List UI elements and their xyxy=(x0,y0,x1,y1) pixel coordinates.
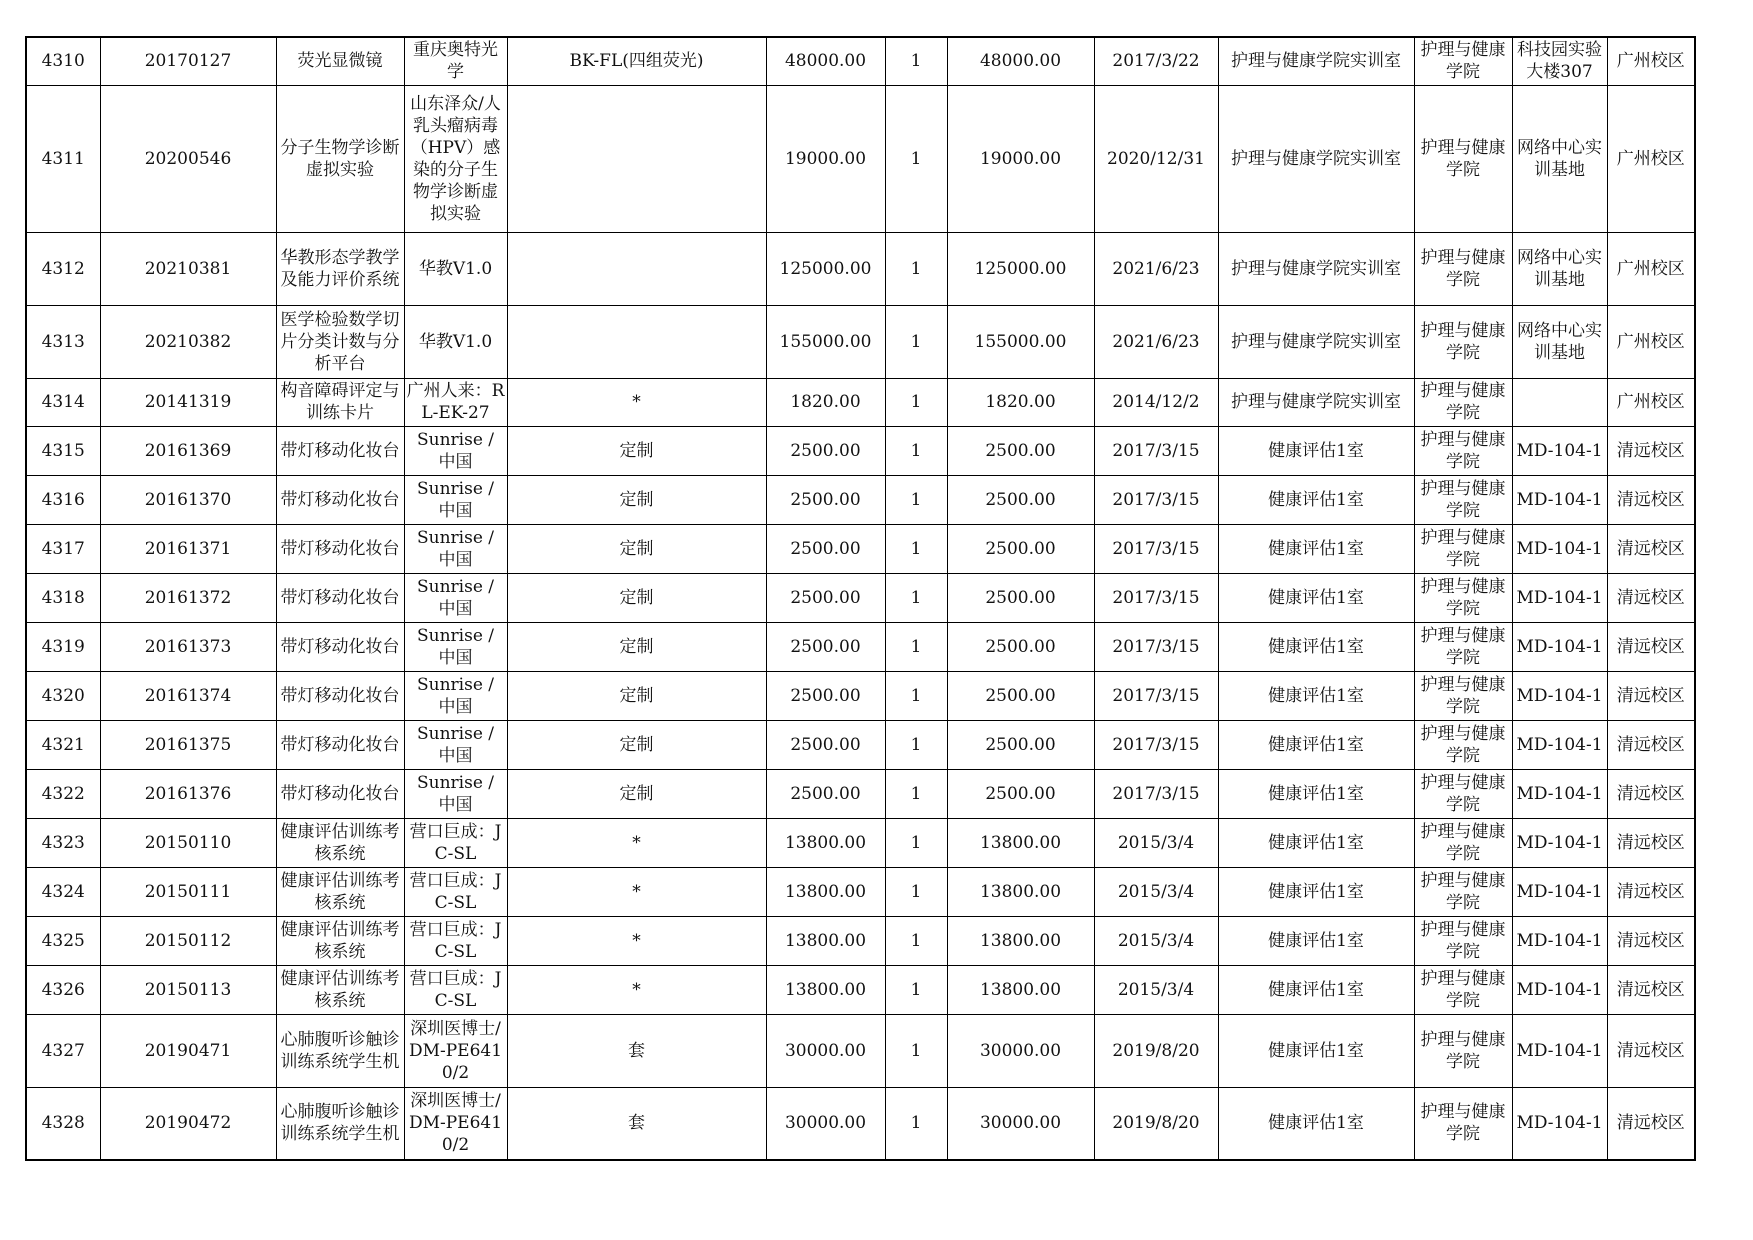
quantity-cell: 1 xyxy=(885,622,947,671)
location-cell: MD-104-1 xyxy=(1512,965,1607,1014)
asset-name-cell: 带灯移动化妆台 xyxy=(276,573,404,622)
department-cell: 健康评估1室 xyxy=(1218,916,1414,965)
table-row xyxy=(26,305,1695,378)
asset-name-cell: 心肺腹听诊触诊训练系统学生机 xyxy=(276,1014,404,1087)
department-cell: 护理与健康学院实训室 xyxy=(1218,378,1414,426)
purchase-date-cell: 2017/3/15 xyxy=(1094,573,1218,622)
asset-id-cell: 20161375 xyxy=(100,720,276,769)
department-cell: 健康评估1室 xyxy=(1218,524,1414,573)
spec-cell: 套 xyxy=(507,1087,766,1160)
location-cell: MD-104-1 xyxy=(1512,769,1607,818)
asset-id-cell: 20210382 xyxy=(100,305,276,378)
spec-cell: 套 xyxy=(507,1014,766,1087)
row-number-cell: 4314 xyxy=(26,378,100,426)
location-cell: MD-104-1 xyxy=(1512,622,1607,671)
row-number-cell: 4324 xyxy=(26,867,100,916)
asset-name-cell: 带灯移动化妆台 xyxy=(276,524,404,573)
unit-price-cell: 2500.00 xyxy=(766,769,885,818)
purchase-date-cell: 2015/3/4 xyxy=(1094,867,1218,916)
row-number-cell: 4323 xyxy=(26,818,100,867)
amount-cell: 2500.00 xyxy=(947,573,1094,622)
campus-cell: 广州校区 xyxy=(1607,378,1695,426)
location-cell: MD-104-1 xyxy=(1512,475,1607,524)
department-cell: 健康评估1室 xyxy=(1218,720,1414,769)
row-number-cell: 4326 xyxy=(26,965,100,1014)
department-cell: 健康评估1室 xyxy=(1218,622,1414,671)
asset-name-cell: 带灯移动化妆台 xyxy=(276,426,404,475)
asset-name-cell: 健康评估训练考核系统 xyxy=(276,818,404,867)
purchase-date-cell: 2017/3/15 xyxy=(1094,769,1218,818)
campus-cell: 清远校区 xyxy=(1607,426,1695,475)
table-row xyxy=(26,720,1695,769)
purchase-date-cell: 2020/12/31 xyxy=(1094,85,1218,232)
row-number-cell: 4310 xyxy=(26,37,100,85)
campus-cell: 清远校区 xyxy=(1607,1087,1695,1160)
unit-price-cell: 2500.00 xyxy=(766,622,885,671)
table-row xyxy=(26,867,1695,916)
amount-cell: 155000.00 xyxy=(947,305,1094,378)
quantity-cell: 1 xyxy=(885,965,947,1014)
location-cell: MD-104-1 xyxy=(1512,426,1607,475)
purchase-date-cell: 2015/3/4 xyxy=(1094,818,1218,867)
brand-model-cell: Sunrise / 中国 xyxy=(404,426,507,475)
brand-model-cell: 广州人来：RL-EK-27 xyxy=(404,378,507,426)
spec-cell: 定制 xyxy=(507,671,766,720)
unit-price-cell: 19000.00 xyxy=(766,85,885,232)
asset-id-cell: 20161376 xyxy=(100,769,276,818)
brand-model-cell: Sunrise / 中国 xyxy=(404,524,507,573)
brand-model-cell: Sunrise / 中国 xyxy=(404,720,507,769)
row-number-cell: 4319 xyxy=(26,622,100,671)
amount-cell: 2500.00 xyxy=(947,671,1094,720)
campus-cell: 清远校区 xyxy=(1607,769,1695,818)
unit-price-cell: 13800.00 xyxy=(766,867,885,916)
spec-cell: 定制 xyxy=(507,524,766,573)
quantity-cell: 1 xyxy=(885,524,947,573)
location-cell: MD-104-1 xyxy=(1512,1087,1607,1160)
quantity-cell: 1 xyxy=(885,426,947,475)
quantity-cell: 1 xyxy=(885,916,947,965)
asset-id-cell: 20200546 xyxy=(100,85,276,232)
department-cell: 健康评估1室 xyxy=(1218,818,1414,867)
campus-cell: 清远校区 xyxy=(1607,916,1695,965)
quantity-cell: 1 xyxy=(885,232,947,305)
spec-cell: * xyxy=(507,867,766,916)
table-row xyxy=(26,426,1695,475)
row-number-cell: 4311 xyxy=(26,85,100,232)
purchase-date-cell: 2021/6/23 xyxy=(1094,305,1218,378)
campus-cell: 清远校区 xyxy=(1607,867,1695,916)
campus-cell: 清远校区 xyxy=(1607,622,1695,671)
purchase-date-cell: 2019/8/20 xyxy=(1094,1087,1218,1160)
unit-price-cell: 13800.00 xyxy=(766,965,885,1014)
department-cell: 健康评估1室 xyxy=(1218,867,1414,916)
amount-cell: 13800.00 xyxy=(947,965,1094,1014)
spec-cell: * xyxy=(507,965,766,1014)
quantity-cell: 1 xyxy=(885,1087,947,1160)
table-row xyxy=(26,573,1695,622)
brand-model-cell: Sunrise / 中国 xyxy=(404,573,507,622)
asset-table-body xyxy=(26,37,1695,1160)
asset-id-cell: 20161373 xyxy=(100,622,276,671)
purchase-date-cell: 2017/3/15 xyxy=(1094,426,1218,475)
amount-cell: 2500.00 xyxy=(947,524,1094,573)
unit-price-cell: 30000.00 xyxy=(766,1087,885,1160)
asset-name-cell: 医学检验数学切片分类计数与分析平台 xyxy=(276,305,404,378)
college-cell: 护理与健康学院 xyxy=(1414,769,1512,818)
asset-id-cell: 20150112 xyxy=(100,916,276,965)
college-cell: 护理与健康学院 xyxy=(1414,867,1512,916)
campus-cell: 清远校区 xyxy=(1607,573,1695,622)
quantity-cell: 1 xyxy=(885,37,947,85)
row-number-cell: 4315 xyxy=(26,426,100,475)
quantity-cell: 1 xyxy=(885,818,947,867)
department-cell: 健康评估1室 xyxy=(1218,475,1414,524)
amount-cell: 125000.00 xyxy=(947,232,1094,305)
asset-id-cell: 20161371 xyxy=(100,524,276,573)
department-cell: 护理与健康学院实训室 xyxy=(1218,85,1414,232)
college-cell: 护理与健康学院 xyxy=(1414,1087,1512,1160)
unit-price-cell: 30000.00 xyxy=(766,1014,885,1087)
table-row xyxy=(26,378,1695,426)
spec-cell: 定制 xyxy=(507,622,766,671)
quantity-cell: 1 xyxy=(885,378,947,426)
purchase-date-cell: 2017/3/15 xyxy=(1094,524,1218,573)
asset-id-cell: 20161369 xyxy=(100,426,276,475)
college-cell: 护理与健康学院 xyxy=(1414,232,1512,305)
table-row xyxy=(26,622,1695,671)
brand-model-cell: 山东泽众/人乳头瘤病毒（HPV）感染的分子生物学诊断虚拟实验 xyxy=(404,85,507,232)
asset-id-cell: 20150113 xyxy=(100,965,276,1014)
brand-model-cell: Sunrise / 中国 xyxy=(404,622,507,671)
asset-name-cell: 带灯移动化妆台 xyxy=(276,671,404,720)
brand-model-cell: Sunrise / 中国 xyxy=(404,671,507,720)
college-cell: 护理与健康学院 xyxy=(1414,426,1512,475)
amount-cell: 2500.00 xyxy=(947,622,1094,671)
table-row xyxy=(26,965,1695,1014)
unit-price-cell: 13800.00 xyxy=(766,818,885,867)
amount-cell: 1820.00 xyxy=(947,378,1094,426)
amount-cell: 30000.00 xyxy=(947,1014,1094,1087)
department-cell: 健康评估1室 xyxy=(1218,671,1414,720)
location-cell: 网络中心实训基地 xyxy=(1512,85,1607,232)
college-cell: 护理与健康学院 xyxy=(1414,573,1512,622)
unit-price-cell: 2500.00 xyxy=(766,720,885,769)
asset-name-cell: 构音障碍评定与训练卡片 xyxy=(276,378,404,426)
location-cell: MD-104-1 xyxy=(1512,818,1607,867)
spec-cell: * xyxy=(507,818,766,867)
asset-name-cell: 心肺腹听诊触诊训练系统学生机 xyxy=(276,1087,404,1160)
campus-cell: 清远校区 xyxy=(1607,475,1695,524)
amount-cell: 48000.00 xyxy=(947,37,1094,85)
asset-id-cell: 20190471 xyxy=(100,1014,276,1087)
asset-name-cell: 华教形态学教学及能力评价系统 xyxy=(276,232,404,305)
asset-id-cell: 20210381 xyxy=(100,232,276,305)
purchase-date-cell: 2017/3/15 xyxy=(1094,475,1218,524)
college-cell: 护理与健康学院 xyxy=(1414,622,1512,671)
brand-model-cell: 华教V1.0 xyxy=(404,232,507,305)
amount-cell: 19000.00 xyxy=(947,85,1094,232)
campus-cell: 广州校区 xyxy=(1607,232,1695,305)
location-cell: MD-104-1 xyxy=(1512,720,1607,769)
amount-cell: 2500.00 xyxy=(947,769,1094,818)
location-cell: MD-104-1 xyxy=(1512,573,1607,622)
table-row xyxy=(26,232,1695,305)
row-number-cell: 4322 xyxy=(26,769,100,818)
table-row xyxy=(26,818,1695,867)
asset-name-cell: 带灯移动化妆台 xyxy=(276,720,404,769)
spec-cell: 定制 xyxy=(507,475,766,524)
asset-id-cell: 20170127 xyxy=(100,37,276,85)
location-cell: MD-104-1 xyxy=(1512,916,1607,965)
table-row xyxy=(26,524,1695,573)
table-row xyxy=(26,85,1695,232)
location-cell: 科技园实验大楼307 xyxy=(1512,37,1607,85)
quantity-cell: 1 xyxy=(885,475,947,524)
college-cell: 护理与健康学院 xyxy=(1414,818,1512,867)
unit-price-cell: 125000.00 xyxy=(766,232,885,305)
department-cell: 健康评估1室 xyxy=(1218,1087,1414,1160)
location-cell xyxy=(1512,378,1607,426)
table-row xyxy=(26,37,1695,85)
quantity-cell: 1 xyxy=(885,305,947,378)
row-number-cell: 4327 xyxy=(26,1014,100,1087)
asset-id-cell: 20141319 xyxy=(100,378,276,426)
asset-id-cell: 20161370 xyxy=(100,475,276,524)
college-cell: 护理与健康学院 xyxy=(1414,305,1512,378)
quantity-cell: 1 xyxy=(885,85,947,232)
unit-price-cell: 1820.00 xyxy=(766,378,885,426)
asset-id-cell: 20190472 xyxy=(100,1087,276,1160)
brand-model-cell: Sunrise / 中国 xyxy=(404,769,507,818)
campus-cell: 广州校区 xyxy=(1607,305,1695,378)
asset-name-cell: 健康评估训练考核系统 xyxy=(276,867,404,916)
unit-price-cell: 2500.00 xyxy=(766,524,885,573)
asset-table xyxy=(25,36,1696,1161)
location-cell: 网络中心实训基地 xyxy=(1512,232,1607,305)
unit-price-cell: 13800.00 xyxy=(766,916,885,965)
table-row xyxy=(26,1014,1695,1087)
brand-model-cell: 营口巨成：JC-SL xyxy=(404,867,507,916)
row-number-cell: 4313 xyxy=(26,305,100,378)
spec-cell: * xyxy=(507,916,766,965)
location-cell: MD-104-1 xyxy=(1512,867,1607,916)
college-cell: 护理与健康学院 xyxy=(1414,85,1512,232)
college-cell: 护理与健康学院 xyxy=(1414,475,1512,524)
row-number-cell: 4328 xyxy=(26,1087,100,1160)
row-number-cell: 4317 xyxy=(26,524,100,573)
campus-cell: 清远校区 xyxy=(1607,720,1695,769)
asset-name-cell: 带灯移动化妆台 xyxy=(276,769,404,818)
department-cell: 护理与健康学院实训室 xyxy=(1218,232,1414,305)
asset-id-cell: 20161374 xyxy=(100,671,276,720)
amount-cell: 2500.00 xyxy=(947,475,1094,524)
department-cell: 健康评估1室 xyxy=(1218,573,1414,622)
asset-id-cell: 20161372 xyxy=(100,573,276,622)
asset-name-cell: 健康评估训练考核系统 xyxy=(276,965,404,1014)
purchase-date-cell: 2019/8/20 xyxy=(1094,1014,1218,1087)
department-cell: 健康评估1室 xyxy=(1218,1014,1414,1087)
purchase-date-cell: 2015/3/4 xyxy=(1094,916,1218,965)
campus-cell: 广州校区 xyxy=(1607,85,1695,232)
department-cell: 护理与健康学院实训室 xyxy=(1218,37,1414,85)
brand-model-cell: 深圳医博士/DM-PE6410/2 xyxy=(404,1087,507,1160)
amount-cell: 13800.00 xyxy=(947,916,1094,965)
quantity-cell: 1 xyxy=(885,720,947,769)
college-cell: 护理与健康学院 xyxy=(1414,916,1512,965)
table-row xyxy=(26,475,1695,524)
department-cell: 健康评估1室 xyxy=(1218,426,1414,475)
asset-id-cell: 20150111 xyxy=(100,867,276,916)
spec-cell xyxy=(507,305,766,378)
quantity-cell: 1 xyxy=(885,769,947,818)
brand-model-cell: 重庆奥特光学 xyxy=(404,37,507,85)
amount-cell: 2500.00 xyxy=(947,720,1094,769)
table-row xyxy=(26,1087,1695,1160)
asset-name-cell: 分子生物学诊断虚拟实验 xyxy=(276,85,404,232)
purchase-date-cell: 2017/3/15 xyxy=(1094,720,1218,769)
brand-model-cell: 营口巨成：JC-SL xyxy=(404,818,507,867)
unit-price-cell: 2500.00 xyxy=(766,426,885,475)
quantity-cell: 1 xyxy=(885,671,947,720)
amount-cell: 13800.00 xyxy=(947,867,1094,916)
location-cell: 网络中心实训基地 xyxy=(1512,305,1607,378)
purchase-date-cell: 2014/12/2 xyxy=(1094,378,1218,426)
table-row xyxy=(26,671,1695,720)
campus-cell: 广州校区 xyxy=(1607,37,1695,85)
quantity-cell: 1 xyxy=(885,867,947,916)
spec-cell xyxy=(507,232,766,305)
spec-cell: 定制 xyxy=(507,720,766,769)
college-cell: 护理与健康学院 xyxy=(1414,720,1512,769)
table-row xyxy=(26,769,1695,818)
asset-name-cell: 健康评估训练考核系统 xyxy=(276,916,404,965)
brand-model-cell: 华教V1.0 xyxy=(404,305,507,378)
brand-model-cell: 深圳医博士/DM-PE6410/2 xyxy=(404,1014,507,1087)
purchase-date-cell: 2015/3/4 xyxy=(1094,965,1218,1014)
campus-cell: 清远校区 xyxy=(1607,524,1695,573)
department-cell: 护理与健康学院实训室 xyxy=(1218,305,1414,378)
brand-model-cell: 营口巨成：JC-SL xyxy=(404,965,507,1014)
row-number-cell: 4325 xyxy=(26,916,100,965)
department-cell: 健康评估1室 xyxy=(1218,965,1414,1014)
campus-cell: 清远校区 xyxy=(1607,671,1695,720)
asset-id-cell: 20150110 xyxy=(100,818,276,867)
purchase-date-cell: 2017/3/15 xyxy=(1094,671,1218,720)
asset-name-cell: 带灯移动化妆台 xyxy=(276,475,404,524)
unit-price-cell: 2500.00 xyxy=(766,573,885,622)
brand-model-cell: Sunrise / 中国 xyxy=(404,475,507,524)
spec-cell: 定制 xyxy=(507,769,766,818)
unit-price-cell: 155000.00 xyxy=(766,305,885,378)
college-cell: 护理与健康学院 xyxy=(1414,378,1512,426)
college-cell: 护理与健康学院 xyxy=(1414,965,1512,1014)
spec-cell: 定制 xyxy=(507,426,766,475)
purchase-date-cell: 2021/6/23 xyxy=(1094,232,1218,305)
campus-cell: 清远校区 xyxy=(1607,1014,1695,1087)
unit-price-cell: 2500.00 xyxy=(766,475,885,524)
location-cell: MD-104-1 xyxy=(1512,671,1607,720)
location-cell: MD-104-1 xyxy=(1512,1014,1607,1087)
amount-cell: 2500.00 xyxy=(947,426,1094,475)
spec-cell: 定制 xyxy=(507,573,766,622)
row-number-cell: 4321 xyxy=(26,720,100,769)
spec-cell xyxy=(507,85,766,232)
row-number-cell: 4320 xyxy=(26,671,100,720)
quantity-cell: 1 xyxy=(885,1014,947,1087)
row-number-cell: 4312 xyxy=(26,232,100,305)
spec-cell: * xyxy=(507,378,766,426)
spec-cell: BK-FL(四组荧光) xyxy=(507,37,766,85)
asset-name-cell: 带灯移动化妆台 xyxy=(276,622,404,671)
campus-cell: 清远校区 xyxy=(1607,818,1695,867)
quantity-cell: 1 xyxy=(885,573,947,622)
amount-cell: 13800.00 xyxy=(947,818,1094,867)
row-number-cell: 4318 xyxy=(26,573,100,622)
asset-name-cell: 荧光显微镜 xyxy=(276,37,404,85)
unit-price-cell: 48000.00 xyxy=(766,37,885,85)
campus-cell: 清远校区 xyxy=(1607,965,1695,1014)
brand-model-cell: 营口巨成：JC-SL xyxy=(404,916,507,965)
college-cell: 护理与健康学院 xyxy=(1414,671,1512,720)
row-number-cell: 4316 xyxy=(26,475,100,524)
location-cell: MD-104-1 xyxy=(1512,524,1607,573)
table-row xyxy=(26,916,1695,965)
amount-cell: 30000.00 xyxy=(947,1087,1094,1160)
unit-price-cell: 2500.00 xyxy=(766,671,885,720)
college-cell: 护理与健康学院 xyxy=(1414,524,1512,573)
purchase-date-cell: 2017/3/22 xyxy=(1094,37,1218,85)
department-cell: 健康评估1室 xyxy=(1218,769,1414,818)
asset-sheet xyxy=(25,36,1696,1161)
college-cell: 护理与健康学院 xyxy=(1414,37,1512,85)
college-cell: 护理与健康学院 xyxy=(1414,1014,1512,1087)
purchase-date-cell: 2017/3/15 xyxy=(1094,622,1218,671)
